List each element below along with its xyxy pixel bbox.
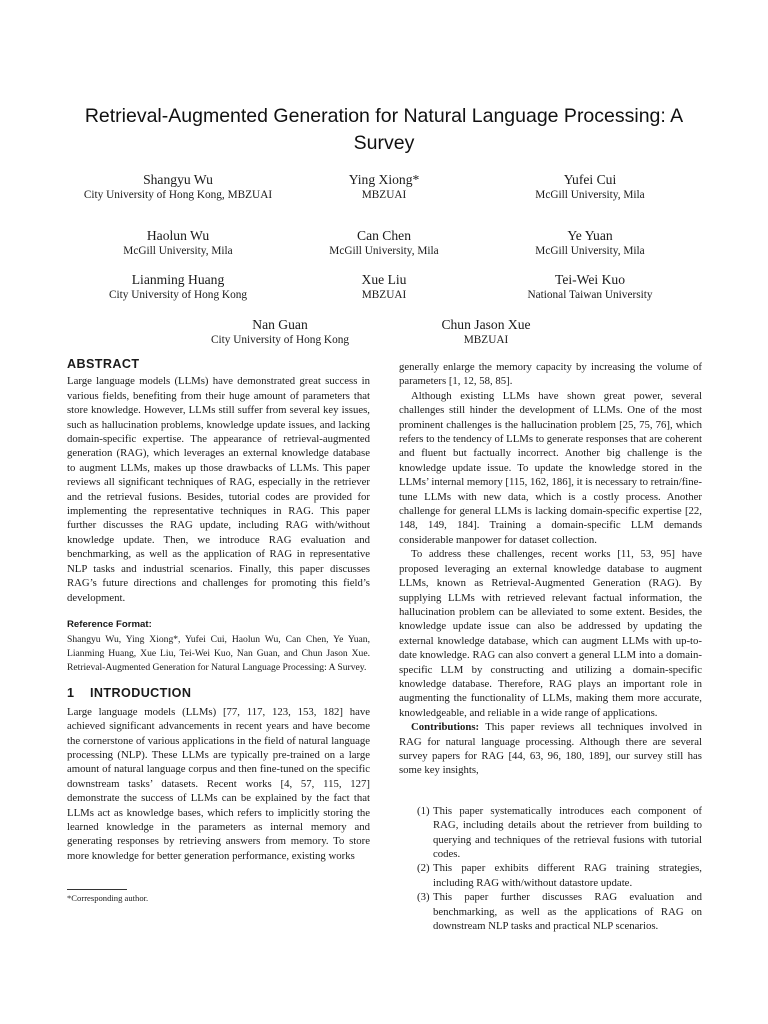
contributions-paragraph — [399, 720, 702, 778]
list-text: This paper systematically introduces each component of RAG, including details about the retriever from building to querying and techniques of the retrieval fusions with tutorial codes. — [433, 804, 702, 860]
author-block — [68, 227, 288, 259]
section-title: INTRODUCTION — [90, 686, 192, 701]
author-block — [274, 171, 494, 203]
paper-title: Retrieval-Augmented Generation for Natural Language Processing: A Survey — [84, 105, 684, 154]
author-name: Xue Liu — [361, 272, 407, 287]
author-affiliation: MBZUAI — [361, 289, 407, 301]
abstract-heading: ABSTRACT — [67, 357, 140, 371]
abstract-text: Large language models (LLMs) have demonstrated great success in various fields, benefiting from their huge amount of parameters that store knowledge. However, LLMs still suffer from several key issues, such as hallucination problems, knowledge update issues, and lacking domain-specific expertise. The appearance of retrieval-augmented generation (RAG), which leverages an external knowledge database to augment LLMs, makes up those drawbacks of LLMs. This paper reviews all significant techniques of RAG, especially in the retriever and the retrieval fusions. Besides, tutorial codes are provided for implementing the representative techniques in RAG. This paper further discusses the RAG update, including RAG with/without knowledge update. Then, we introduce RAG evaluation and benchmarking, as well as the application of RAG in representative NLP tasks and industrial scenarios. Finally, this paper discusses RAG’s future directions and challenges for promoting this field’s development. — [67, 375, 370, 604]
list-item — [399, 890, 702, 933]
author-block — [274, 227, 494, 259]
author-affiliation: MBZUAI — [463, 334, 509, 346]
list-text: This paper further discusses RAG evaluation and benchmarking, as well as the applications of RAG on downstream NLP tasks and practical NLP scenarios. — [433, 891, 702, 933]
author-block — [170, 316, 390, 348]
contributions-text: This paper reviews all techniques involved in RAG for natural language processing. Although there are several survey papers for RAG [44, 63, 96, 180, 189], our survey still has some key insights, — [399, 721, 702, 777]
author-affiliation: McGill University, Mila — [535, 189, 645, 201]
author-name: Yufei Cui — [563, 172, 617, 187]
author-affiliation: City University of Hong Kong — [210, 334, 350, 346]
list-number: (3) — [417, 891, 430, 904]
reference-format-label: Reference Format: — [67, 618, 152, 630]
author-name: Shangyu Wu — [143, 172, 213, 187]
author-name: Tei-Wei Kuo — [554, 272, 626, 287]
list-item — [399, 861, 702, 890]
author-affiliation: City University of Hong Kong, MBZUAI — [83, 189, 273, 201]
right-column — [399, 360, 702, 933]
reference-format-text: Shangyu Wu, Ying Xiong*, Yufei Cui, Haolun Wu, Can Chen, Ye Yuan, Lianming Huang, Xue Liu, Tei-Wei Kuo, Nan Guan, and Chun Jason Xue. Retrieval-Augmented Generation for Natural Language Processing: A Survey. — [67, 634, 370, 674]
intro-paragraph-2: Although existing LLMs have shown great power, several challenges still hinder the development of LLMs. One of the most prominent challenges is the hallucination problem [25, 75, 76], which refers to the tendency of LLMs to generate responses that are coherent and fluent but factually incorrect. Another big challenge is the knowledge update issue. To update the knowledge stored in the LLMs’ internal memory [115, 162, 186], it is necessary to retrain/fine-tune LLMs with new data, which is a costly process. Another challenge for general LLMs is lacking domain-specific expertise [22, 148, 149, 184]. Training a domain-specific LLM demands considerable manpower for dataset collection. — [399, 389, 703, 546]
author-name: Nan Guan — [252, 317, 308, 332]
author-block — [480, 227, 700, 259]
author-affiliation: McGill University, Mila — [123, 245, 233, 257]
contributions-label: Contributions: — [411, 721, 480, 734]
list-number: (2) — [417, 862, 430, 875]
author-name: Can Chen — [357, 228, 411, 243]
author-name: Ye Yuan — [567, 228, 613, 243]
footnote-rule — [67, 889, 127, 890]
author-affiliation: MBZUAI — [361, 189, 407, 201]
author-name: Haolun Wu — [146, 228, 210, 243]
author-block — [376, 316, 596, 348]
intro-paragraph-1: Large language models (LLMs) [77, 117, 123, 153, 182] have achieved significant advancements in recent years and have become the cornerstone of various applications in the field of natural language processing (NLP). These LLMs are typically pre-trained on a large amount of natural language corpus and then fine-tuned on the specific downstream tasks’ datasets. Recent works [4, 57, 115, 127] demonstrate the success of LLMs can be explained by the fact that LLMs act as knowledge bases, which refers to implicitly storing the learned knowledge in the parameters as internal memory and generating responses by retrieving answers from memory. To store more knowledge for better generation performance, existing works — [67, 705, 370, 862]
author-block — [480, 271, 700, 303]
section-number: 1 — [67, 686, 75, 701]
list-number: (1) — [417, 804, 430, 817]
intro-paragraph-1-continued: generally enlarge the memory capacity by increasing the volume of parameters [1, 12, 58, 85]. — [399, 361, 702, 388]
author-affiliation: McGill University, Mila — [329, 245, 439, 257]
contributions-list — [399, 804, 702, 934]
author-affiliation: City University of Hong Kong — [108, 289, 248, 301]
intro-paragraph-3: To address these challenges, recent works [11, 53, 95] have proposed leveraging an external knowledge database to augment LLMs, known as Retrieval-Augmented Generation (RAG). By supplying LLMs with retrieved relevant factual information, the hallucination problem can be alleviated to some extent. Besides, the knowledge update issue can also be addressed by updating the external knowledge database, which can augment LLMs with up-to-date knowledge. RAG can also convert a general LLM into a domain-specific LLM by constructing and utilizing a domain-specific knowledge database. Therefore, RAG plays an important role in augmenting the functionality of LLMs, making them more accurate, knowledgeable, and reliable in a wide range of applications. — [399, 548, 702, 719]
list-item — [399, 804, 702, 862]
footnote: *Corresponding author. — [67, 893, 149, 903]
author-block — [68, 271, 288, 303]
author-name: Chun Jason Xue — [441, 317, 531, 332]
author-block — [480, 171, 700, 203]
author-block — [274, 271, 494, 303]
author-block — [68, 171, 288, 203]
author-name: Ying Xiong* — [348, 172, 420, 187]
list-text: This paper exhibits different RAG training strategies, including RAG with/without datastore update. — [433, 862, 702, 889]
left-column — [67, 357, 370, 863]
author-affiliation: McGill University, Mila — [535, 245, 645, 257]
introduction-heading — [67, 686, 370, 700]
author-affiliation: National Taiwan University — [527, 289, 653, 301]
author-name: Lianming Huang — [131, 272, 225, 287]
